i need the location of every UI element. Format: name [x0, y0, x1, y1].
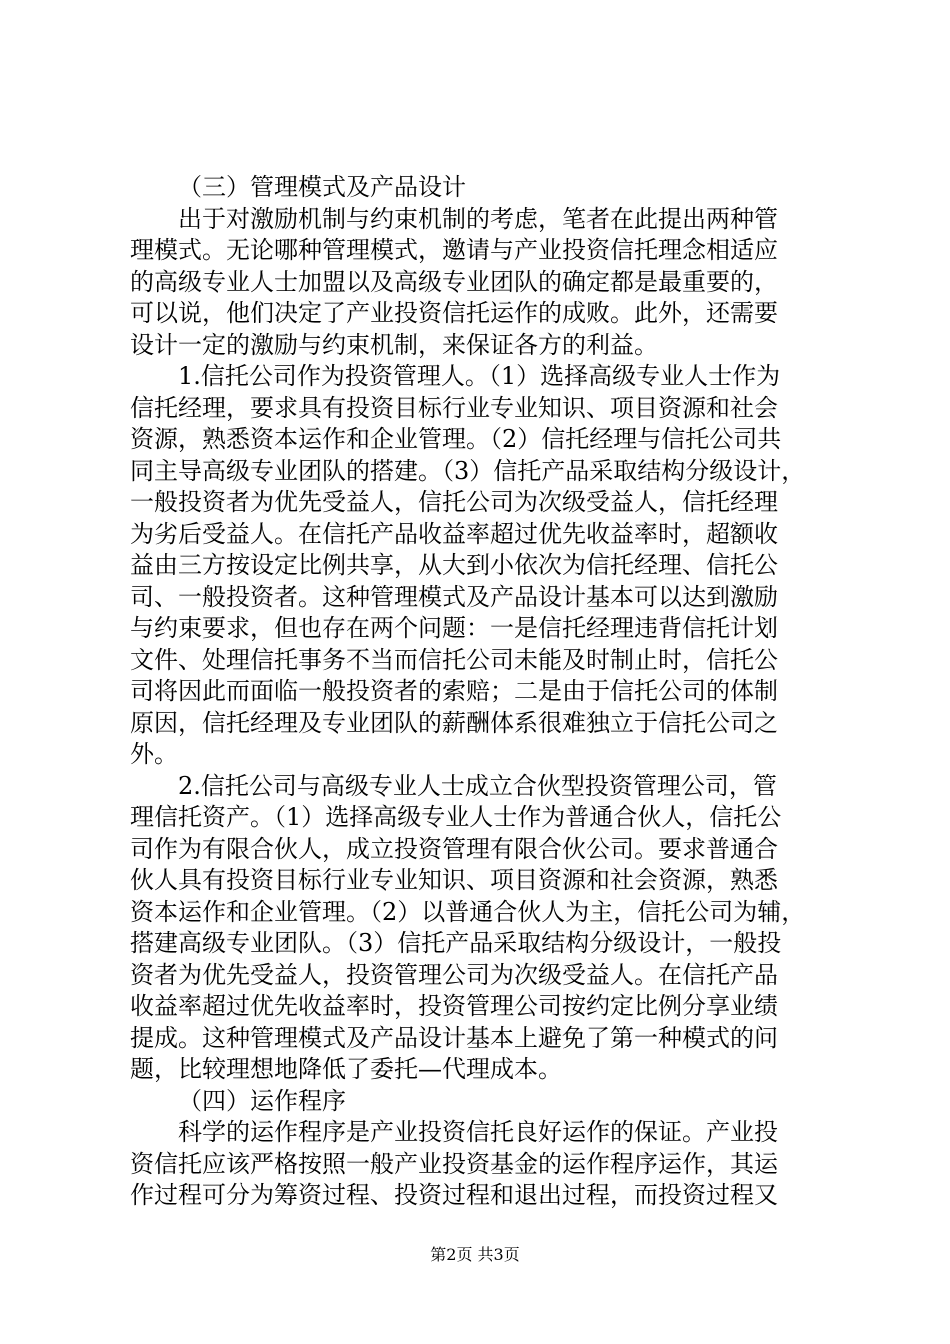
text-line: 的高级专业人士加盟以及高级专业团队的确定都是最重要的， — [130, 267, 778, 296]
document-body — [130, 172, 838, 1212]
text-line: 同主导高级专业团队的搭建。（3）信托产品采取结构分级设计， — [130, 456, 806, 485]
text-line: 资本运作和企业管理。（2）以普通合伙人为主，信托公司为辅， — [130, 897, 806, 926]
text-line: 设计一定的激励与约束机制，来保证各方的利益。 — [130, 330, 658, 359]
page-footer — [0, 1242, 950, 1265]
text-line: 理模式。无论哪种管理模式，邀请与产业投资信托理念相适应 — [130, 236, 778, 264]
text-line: 作过程可分为筹资过程、投资过程和退出过程，而投资过程又 — [130, 1181, 778, 1209]
text-line: 司将因此而面临一般投资者的索赔；二是由于信托公司的体制 — [130, 677, 778, 705]
text-line: 益由三方按设定比例共享，从大到小依次为信托经理、信托公 — [130, 551, 778, 579]
text-line: 伙人具有投资目标行业专业知识、项目资源和社会资源，熟悉 — [130, 866, 778, 894]
text-line: 文件、处理信托事务不当而信托公司未能及时制止时，信托公 — [130, 645, 778, 674]
text-line: 收益率超过优先收益率时，投资管理公司按约定比例分享业绩 — [130, 992, 778, 1020]
text-line: 资源，熟悉资本运作和企业管理。（2）信托经理与信托公司共 — [130, 425, 782, 453]
text-line: 提成。这种管理模式及产品设计基本上避免了第一种模式的问 — [130, 1023, 778, 1052]
text-line: 搭建高级专业团队。（3）信托产品采取结构分级设计，一般投 — [130, 929, 782, 957]
page-number-label: 第2页 共3页 — [430, 1245, 520, 1264]
text-line: 信托经理，要求具有投资目标行业专业知识、项目资源和社会 — [130, 393, 778, 422]
text-line: 可以说，他们决定了产业投资信托运作的成败。此外，还需要 — [130, 299, 778, 327]
text-line: 出于对激励机制与约束机制的考虑，笔者在此提出两种管 — [178, 204, 778, 233]
text-line: （三）管理模式及产品设计 — [178, 173, 466, 201]
text-line: 与约束要求，但也存在两个问题：一是信托经理违背信托计划 — [130, 614, 778, 642]
text-line: 为劣后受益人。在信托产品收益率超过优先收益率时，超额收 — [130, 519, 778, 548]
text-line: 2.信托公司与高级专业人士成立合伙型投资管理公司，管 — [178, 771, 777, 800]
text-line: 原因，信托经理及专业团队的薪酬体系很难独立于信托公司之 — [130, 708, 778, 737]
text-line: 题，比较理想地降低了委托—代理成本。 — [130, 1055, 562, 1083]
text-line: 司作为有限合伙人，成立投资管理有限合伙公司。要求普通合 — [130, 834, 778, 863]
text-line: 科学的运作程序是产业投资信托良好运作的保证。产业投 — [178, 1118, 778, 1146]
text-line: 司、一般投资者。这种管理模式及产品设计基本可以达到激励 — [130, 582, 778, 611]
text-line: 外。 — [130, 740, 178, 768]
text-line: 理信托资产。（1）选择高级专业人士作为普通合伙人，信托公 — [130, 803, 782, 831]
text-line: （四）运作程序 — [178, 1086, 346, 1115]
text-line: 资者为优先受益人，投资管理公司为次级受益人。在信托产品 — [130, 960, 778, 989]
text-line: 1.信托公司作为投资管理人。（1）选择高级专业人士作为 — [178, 362, 781, 390]
text-line: 资信托应该严格按照一般产业投资基金的运作程序运作，其运 — [130, 1149, 778, 1178]
text-line: 一般投资者为优先受益人，信托公司为次级受益人，信托经理 — [130, 488, 778, 516]
